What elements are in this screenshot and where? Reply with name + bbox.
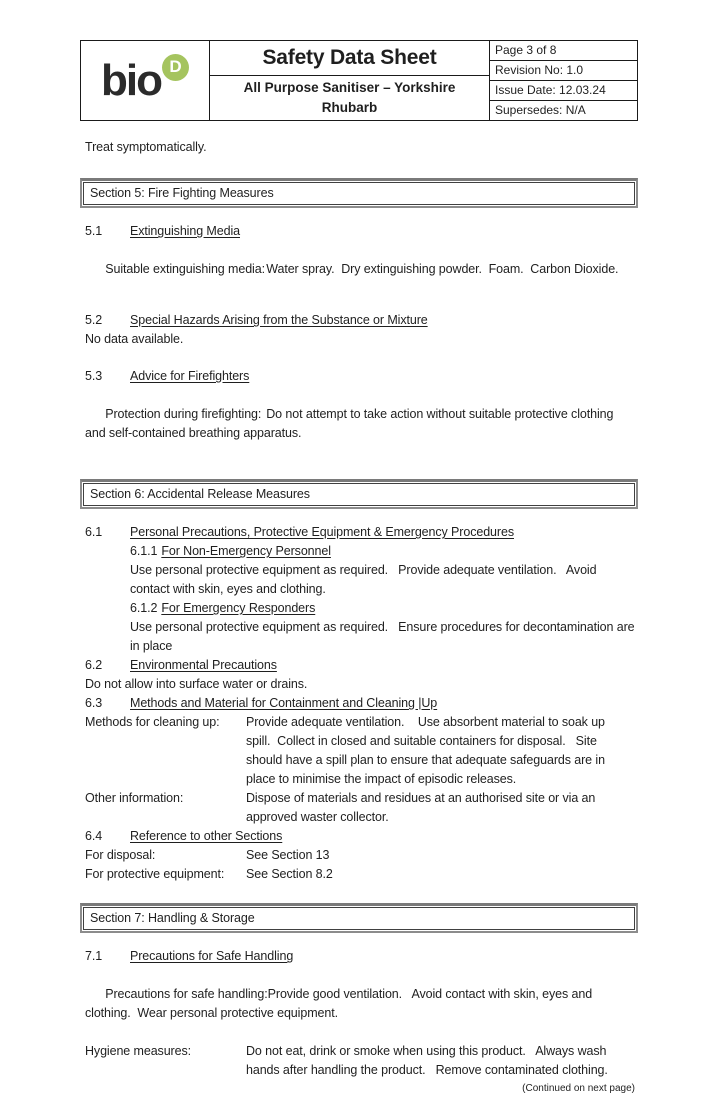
field-label: For protective equipment: bbox=[85, 867, 225, 881]
logo-cell bbox=[81, 41, 210, 120]
page-number: Page 3 of 8 bbox=[490, 41, 637, 61]
firefighting-protection-row bbox=[85, 386, 635, 462]
non-emergency-text: Use personal protective equipment as required. Provide adequate ventilation. Avoid contact with skin, eyes and clothing. bbox=[130, 563, 600, 596]
section-5-title: Section 5: Fire Fighting Measures bbox=[83, 182, 635, 205]
section-7-title: Section 7: Handling & Storage bbox=[83, 907, 635, 930]
section-5-header bbox=[80, 178, 638, 208]
field-label: Other information: bbox=[85, 791, 184, 805]
field-value: Do not attempt to take action without suitable protective clothing and self-contained breathing apparatus. bbox=[85, 407, 617, 440]
document-body bbox=[85, 122, 638, 1097]
field-label: Methods for cleaning up: bbox=[85, 715, 220, 729]
safe-handling-row bbox=[85, 966, 635, 1042]
hygiene-measures-row bbox=[85, 1042, 635, 1080]
field-label: Hygiene measures: bbox=[85, 1044, 191, 1058]
field-label: Suitable extinguishing media: bbox=[105, 262, 265, 276]
heading-7-1: 7.1 Precautions for Safe Handling bbox=[85, 949, 294, 963]
field-value: See Section 13 bbox=[246, 848, 330, 862]
field-value: Do not eat, drink or smoke when using this product. Always wash hands after handling the product. Remove contaminated clothing. bbox=[246, 1044, 610, 1077]
heading-6-1: 6.1 Personal Precautions, Protective Equipment & Emergency Procedures bbox=[85, 525, 514, 539]
field-value: Provide good ventilation. Avoid contact with skin, eyes and clothing. Wear personal protective equipment. bbox=[85, 987, 596, 1020]
heading-6-4: 6.4 Reference to other Sections bbox=[85, 829, 283, 843]
heading-5-3: 5.3 Advice for Firefighters bbox=[85, 369, 250, 383]
heading-5-2: 5.2 Special Hazards Arising from the Substance or Mixture bbox=[85, 313, 428, 327]
header-title-cell bbox=[210, 41, 490, 120]
heading-6-2: 6.2 Environmental Precautions bbox=[85, 658, 277, 672]
section-6-header bbox=[80, 479, 638, 509]
revision-number: Revision No: 1.0 bbox=[490, 61, 637, 81]
emergency-responders-text: Use personal protective equipment as required. Ensure procedures for decontamination are in place bbox=[130, 620, 638, 653]
intro-text: Treat symptomatically. bbox=[85, 140, 207, 154]
header-meta-cell bbox=[490, 41, 637, 120]
heading-6-1-2: 6.1.2 For Emergency Responders bbox=[130, 601, 316, 615]
section-7-header bbox=[80, 903, 638, 933]
bio-d-logo bbox=[101, 52, 189, 110]
field-value: Water spray. Dry extinguishing powder. Foam. Carbon Dioxide. bbox=[266, 262, 619, 276]
for-disposal-row bbox=[85, 846, 635, 865]
for-protective-equipment-row bbox=[85, 865, 635, 884]
document-title: Safety Data Sheet bbox=[210, 41, 489, 76]
continued-note: (Continued on next page) bbox=[522, 1083, 635, 1094]
logo-text: bio bbox=[101, 55, 161, 105]
field-value: Dispose of materials and residues at an authorised site or via an approved waster collector. bbox=[246, 791, 599, 824]
header-table bbox=[80, 40, 638, 121]
extinguishing-media-row bbox=[85, 241, 635, 298]
product-name: All Purpose Sanitiser – Yorkshire Rhubarb bbox=[243, 80, 456, 115]
logo-d-badge-icon: D bbox=[162, 54, 189, 81]
field-label: For disposal: bbox=[85, 848, 156, 862]
field-value: See Section 8.2 bbox=[246, 867, 333, 881]
field-value: Provide adequate ventilation. Use absorbent material to soak up spill. Collect in closed and suitable containers for disposal. Site should have a spill plan to ensure that adequate safeguards are in place to minimise the impact of episodic releases. bbox=[246, 715, 609, 786]
environmental-text: Do not allow into surface water or drains. bbox=[85, 677, 308, 691]
field-label: Protection during firefighting: bbox=[105, 407, 262, 421]
heading-6-1-1: 6.1.1 For Non-Emergency Personnel bbox=[130, 544, 331, 558]
other-information-row bbox=[85, 789, 635, 827]
heading-6-3: 6.3 Methods and Material for Containment and Cleaning |Up bbox=[85, 696, 438, 710]
subsection-6-1-1 bbox=[130, 542, 638, 656]
supersedes: Supersedes: N/A bbox=[495, 103, 586, 117]
no-data-text: No data available. bbox=[85, 332, 184, 346]
section-6-title: Section 6: Accidental Release Measures bbox=[83, 483, 635, 506]
field-label: Precautions for safe handling: bbox=[105, 987, 268, 1001]
heading-5-1: 5.1 Extinguishing Media bbox=[85, 224, 240, 238]
issue-date: Issue Date: 12.03.24 bbox=[490, 81, 637, 101]
methods-cleaning-row bbox=[85, 713, 635, 789]
